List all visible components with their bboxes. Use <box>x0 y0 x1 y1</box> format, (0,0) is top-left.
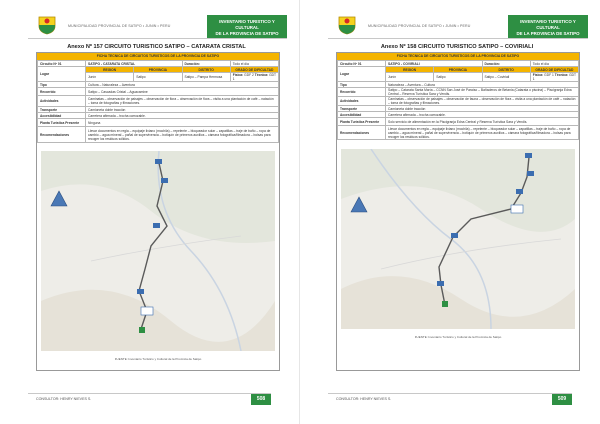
region-header: REGION <box>86 67 134 73</box>
circuit-no-label: Circuito Nº 01 <box>338 61 386 67</box>
municipal-crest-icon <box>336 15 358 35</box>
route-map-image <box>41 151 275 351</box>
page-header <box>328 15 588 39</box>
page-right <box>300 0 600 424</box>
place-label: Lugar <box>38 67 86 82</box>
route-label: Recorrido <box>338 88 386 97</box>
circuit-name: SATIPO - CATARATA CRISTAL <box>86 61 183 67</box>
accessibility-value: Carretera afirmada – trocha carrozable. <box>386 112 579 118</box>
page-footer <box>28 393 271 402</box>
map-marker-icon <box>442 301 448 307</box>
duration-label: Duración: <box>482 61 530 67</box>
municipal-crest-icon <box>36 15 58 35</box>
annex-title: Anexo Nº 157 CIRCUITO TURISTICO SATIPO – CATARATA CRISTAL <box>67 44 246 50</box>
technical-sheet-table <box>37 60 279 143</box>
route-map <box>341 149 575 329</box>
activities-label: Actividades <box>38 96 86 107</box>
transport-label: Transporte <box>338 106 386 112</box>
consultant-name: CONSULTOR: HENRY NIEVES S. <box>336 397 392 401</box>
page-header <box>28 15 287 39</box>
region-header: REGION <box>386 67 434 73</box>
map-marker-icon <box>155 159 162 164</box>
inventory-title-box: INVENTARIO TURISTICO Y CULTURAL DE LA PROVINCIA DE SATIPO <box>207 15 287 38</box>
map-caption: FUENTE: Inventario Turístico y Cultural de la Provincia de Satipo <box>114 357 202 361</box>
route-map <box>41 151 275 351</box>
map-marker-icon <box>153 223 160 228</box>
accessibility-label: Accesibilidad <box>338 112 386 118</box>
map-marker-icon <box>139 327 145 333</box>
annex-title: Anexo Nº 158 CIRCUITO TURISTICO SATIPO – COVIRIALI <box>380 44 534 50</box>
district-value: Satipo – Pampa Hermosa <box>182 73 230 82</box>
province-value: Satipo <box>434 73 482 82</box>
tourist-plant-value: Solo servicio de alimentación en la Piscigranja Edna Central y Reserva Turística Sara y Vendis. <box>386 118 579 126</box>
province-value: Satipo <box>134 73 182 82</box>
transport-value: Camioneta doble tracción <box>386 106 579 112</box>
recommendations-label: Recomendaciones <box>38 127 86 143</box>
map-marker-icon <box>525 153 532 158</box>
region-value: Junín <box>386 73 434 82</box>
municipality-name: MUNICIPALIDAD PROVINCIAL DE SATIPO • JUNIN • PERU <box>368 24 471 28</box>
map-marker-icon <box>161 178 168 183</box>
tourist-plant-value: Ninguna <box>86 119 279 127</box>
circuit-no-label: Circuito Nº 01 <box>38 61 86 67</box>
map-photo-icon <box>141 307 153 315</box>
accessibility-value: Carretera afirmada – trocha carrozable. <box>86 113 279 119</box>
inventory-title-box: INVENTARIO TURISTICO Y CULTURAL DE LA PROVINCIA DE SATIPO <box>508 15 588 38</box>
duration-label: Duración: <box>182 61 230 67</box>
type-label: Tipo <box>38 82 86 88</box>
map-photo-icon <box>511 205 523 213</box>
recommendations-value: Llevar documentos en regla – equipaje liviano (mochila) – repelente – bloqueador solar – zapatillas – traje de baño – ropa de cambio – agua mineral – pañal de supervivencia – botiquín de primeros auxilios – cámara fotográfica/filmadora – bolsas para recoger los residuos sólidos. <box>386 126 579 140</box>
circuit-name: SATIPO - COVIRIALI <box>386 61 483 67</box>
page-footer <box>328 393 572 402</box>
accessibility-label: Accesibilidad <box>38 113 86 119</box>
difficulty-value: Física: GDF 1 Técnica: GDT 1 <box>530 73 578 82</box>
activities-label: Actividades <box>338 97 386 106</box>
page-number: 508 <box>251 394 271 405</box>
type-label: Tipo <box>338 82 386 88</box>
region-value: Junín <box>86 73 134 82</box>
sheet-title-bar: FICHA TECNICA DE CIRCUITOS TURISTICOS DE LA PROVINCIA DE SATIPO <box>337 53 579 60</box>
municipality-name: MUNICIPALIDAD PROVINCIAL DE SATIPO • JUNIN • PERU <box>68 24 171 28</box>
type-value: Cultura – Naturaleza – Aventura <box>86 82 279 88</box>
type-value: Naturaleza – Aventura – Cultura <box>386 82 579 88</box>
technical-sheet-table <box>337 60 579 140</box>
route-label: Recorrido <box>38 88 86 96</box>
tourist-plant-label: Planta Turística Presente <box>338 118 386 126</box>
province-header: PROVINCIA <box>434 67 482 73</box>
tourist-plant-label: Planta Turística Presente <box>38 119 86 127</box>
difficulty-value: Física: GDF 2 Técnica: GDT 1 <box>230 73 278 82</box>
activities-value: Caminatas – observación de paisajes – observación de flora – observación de flora – visita a una plantación de café – natación – toma de fotografías y filmaciones. <box>86 96 279 107</box>
recommendations-label: Recomendaciones <box>338 126 386 140</box>
map-marker-icon <box>516 189 523 194</box>
duration-value: Todo el día <box>230 61 278 67</box>
map-marker-icon <box>451 233 458 238</box>
map-marker-icon <box>527 171 534 176</box>
technical-sheet <box>336 52 580 371</box>
activities-value: Caminatas – observación de paisajes – observación de fauna – observación de flora – visita a una plantación de café – natación – toma de fotografías y filmaciones. <box>386 97 579 106</box>
route-value: Satipo – Catarata Santa María – CCNN San José de Paraíso – Bañaderos de Betania (Catarata o piscina) – Piscigranja Edna Central – Reserva Turística Sara y Vendis. <box>386 88 579 97</box>
technical-sheet <box>36 52 280 371</box>
consultant-name: CONSULTOR: HENRY NIEVES S. <box>36 397 92 401</box>
transport-value: Camioneta doble tracción <box>86 107 279 113</box>
recommendations-value: Llevar documentos en regla – equipaje liviano (mochila) – repelente – bloqueador solar – zapatillas – traje de baño – ropa de cambio – agua mineral – pañal de supervivencia – botiquín de primeros auxilios – cámara fotográfica/filmadora – bolsas para recoger los residuos sólidos. <box>86 127 279 143</box>
province-header: PROVINCIA <box>134 67 182 73</box>
district-value: Satipo – Coviriali <box>482 73 530 82</box>
map-marker-icon <box>137 289 144 294</box>
route-value: Satipo – Cascadas Cristal – Aguacamine <box>86 88 279 96</box>
difficulty-header: GRADO DE DIFICULTAD <box>530 67 578 73</box>
map-caption: FUENTE: Inventario Turístico y Cultural de la Provincia de Satipo <box>414 335 502 339</box>
sheet-title-bar: FICHA TECNICA DE CIRCUITOS TURISTICOS DE LA PROVINCIA DE SATIPO <box>37 53 279 60</box>
district-header: DISTRITO <box>482 67 530 73</box>
route-map-image <box>341 149 575 329</box>
map-marker-icon <box>437 281 444 286</box>
place-label: Lugar <box>338 67 386 82</box>
transport-label: Transporte <box>38 107 86 113</box>
duration-value: Todo el día <box>530 61 578 67</box>
district-header: DISTRITO <box>182 67 230 73</box>
page-number: 509 <box>552 394 572 405</box>
difficulty-header: GRADO DE DIFICULTAD <box>230 67 278 73</box>
